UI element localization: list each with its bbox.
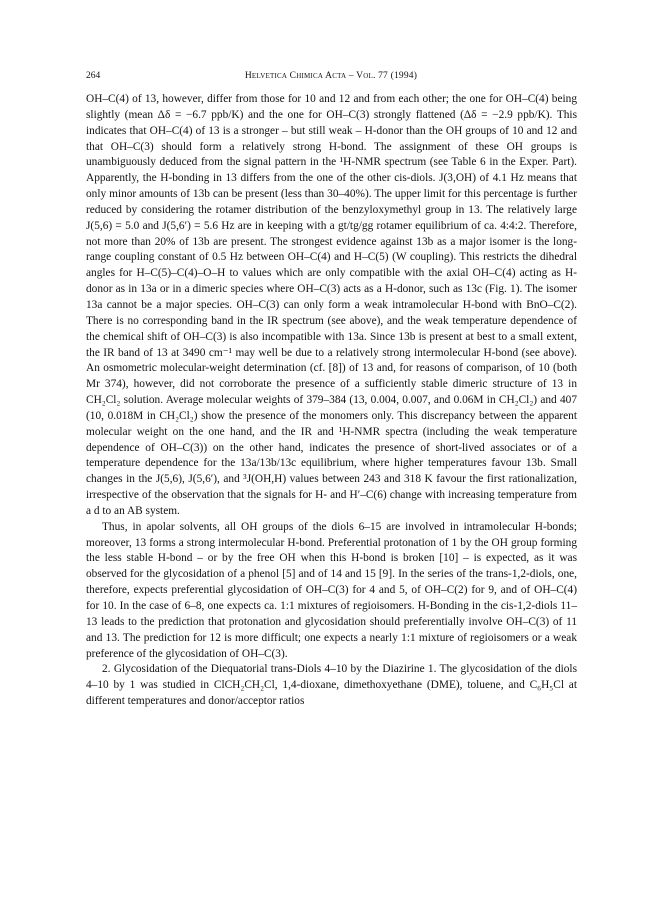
body-text [86,92,577,710]
paragraph-continued: OH–C(4) of 13, however, differ from those for 10 and 12 and from each other; the one for OH–C(4) being slightly (mean Δδ = −6.7 ppb/K) and the one for OH–C(3) strongly flattened (Δδ = −2.9 ppb/K). This indicates that OH–C(4) of 13 is a stronger – but still weak – H-donor than the OH groups of 10 and 12 and that OH–C(3) should form a relatively strong H-bond. The assignment of these OH groups is unambiguously deduced from the signal pattern in the ¹H-NMR spectrum (see Table 6 in the Exper. Part). Apparently, the H-bonding in 13 differs from the one of the other cis-diols. J(3,OH) of 4.1 Hz means that only minor amounts of 13b can be present (less than 30–40%). The upper limit for this percentage is further reduced by considering the rotamer distribution of the benzyloxymethyl group in 13. The relatively large J(5,6) = 5.0 and J(5,6′) = 5.6 Hz are in keeping with a gt/tg/gg rotamer equilibrium of ca. 4:4:2. Therefore, not more than 20% of 13b are present. The strongest evidence against 13b as a major isomer is the long-range coupling constant of 0.5 Hz between OH–C(4) and H–C(5) (W coupling). This restricts the dihedral angles for H–C(5)–C(4)–O–H to values which are only compatible with the axial OH–C(4) acting as H-donor as in 13a or in a dimeric species where OH–C(3) acts as a H-donor, such as 13c (Fig. 1). The isomer 13a cannot be a major species. OH–C(3) can only form a weak intramolecular H-bond with BnO–C(2). There is no corresponding band in the IR spectrum (see above), and the weak temperature dependence of the chemical shift of OH–C(3) is also incompatible with 13a. Since 13b is present at best to a small extent, the IR band of 13 at 3490 cm⁻¹ may well be due to a relatively strong intermolecular H-bond (see above). An osmometric molecular-weight determination (cf. [8]) of 13 and, for reasons of comparison, of 10 (both Mr 374), however, did not corroborate the presence of a sufficiently stable dimeric structure of 13 in CH₂Cl₂ solution. Average molecular weights of 379–384 (13, 0.004, 0.007, and 0.06M in CH₂Cl₂) and 407 (10, 0.018M in CH₂Cl₂) show the presence of the monomers only. This discrepancy between the apparent molecular weight on the one hand, and the IR and ¹H-NMR spectra (including the weak temperature dependence of OH–C(3)) on the other hand, indicates the presence of short-lived associates or of a temperature dependence for the 13a/13b/13c equilibrium, where higher temperatures favour 13b. Small changes in the J(5,6), J(5,6′), and ³J(OH,H) values between 243 and 318 K favour the first rationalization, irrespective of the observation that the signals for H- and H′–C(6) change with increasing temperature from a d to an AB system. [86,93,577,517]
page-number: 264 [86,71,101,81]
page-header [86,69,576,83]
paragraph-section-glycosidation: 2. Glycosidation of the Diequatorial trans-Diols 4–10 by the Diazirine 1. The glycosidation of the diols 4–10 by 1 was studied in ClCH₂CH₂Cl, 1,4-dioxane, dimethoxyethane (DME), toluene, and C₆H₅Cl at different temperatures and donor/acceptor ratios [86,663,577,708]
paragraph-h-bonding-summary: Thus, in apolar solvents, all OH groups of the diols 6–15 are involved in intramolecular H-bonds; moreover, 13 forms a strong intermolecular H-bond. Preferential protonation of 1 by the OH group forming the less stable H-bond – or by the free OH when this H-bond is broken [10] – is expected, as it was observed for the glycosidation of a phenol [5] and of 14 and 15 [9]. In the series of the trans-1,2-diols, one, therefore, expects preferential glycosidation of OH–C(3) for 4 and 5, of OH–C(2) for 9, and of OH–C(4) for 10. In the case of 6–8, one expects ca. 1:1 mixtures of regioisomers. H-Bonding in the cis-1,2-diols 11–13 leads to the prediction that protonation and glycosidation should preferentially involve OH–C(3) of 11 and 13. The prediction for 12 is more difficult; one expects a nearly 1:1 mixture of regioisomers or a weak preference of the glycosidation of OH–C(3). [86,520,577,660]
running-title: Helvetica Chimica Acta – Vol. 77 (1994) [244,71,418,81]
